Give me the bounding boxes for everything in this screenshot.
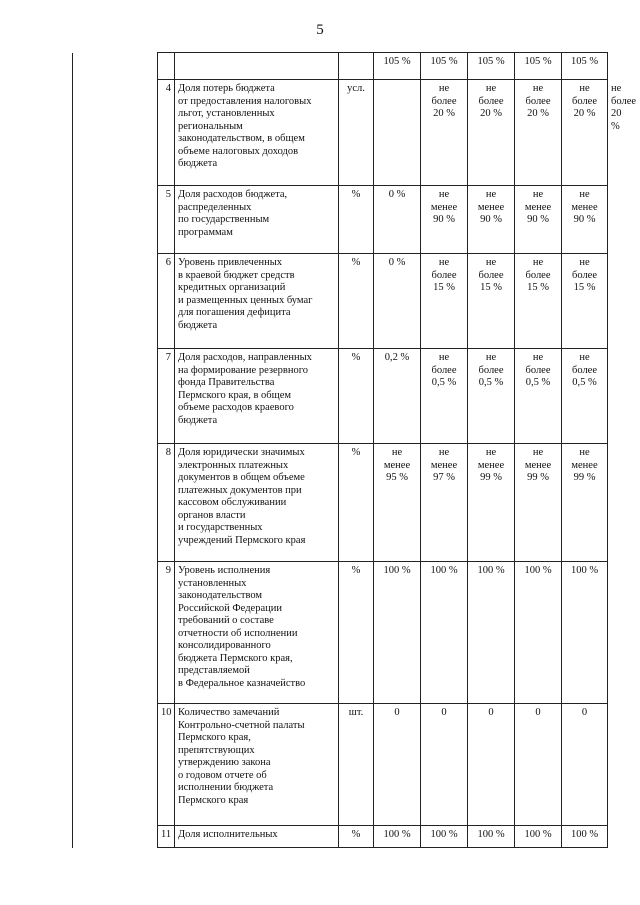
cell-text-line: не (438, 352, 450, 363)
indicator-name (175, 254, 339, 349)
target-value-cell (562, 826, 608, 848)
cell-text-line: не (438, 83, 450, 94)
cell-text-line: 95 % (386, 472, 408, 483)
cell-text-line: от предоставления налоговых (178, 95, 312, 107)
cell-text-line: фонда Правительства (178, 377, 275, 388)
cell-text-line: 15 % (573, 282, 596, 293)
row-number: 9 (158, 562, 175, 704)
cell-text-line: более (571, 364, 597, 376)
unit-cell: % (339, 254, 374, 349)
cell-text-line: 20 % (480, 108, 502, 119)
target-value-cell (562, 254, 608, 349)
cell-text-line: не (532, 257, 544, 268)
cell-text-line: представляемой (178, 665, 250, 676)
cell-text-line: Доля расходов бюджета, (178, 189, 288, 200)
cell-text-line: 15 % (433, 282, 455, 293)
cell-text-line: не (485, 83, 497, 94)
cell-text-line: 99 % (527, 472, 549, 483)
empty-lead-cell (73, 186, 158, 254)
cell-text-line: бюджета (178, 158, 218, 169)
cell-text-line: о годовом отчете об (178, 769, 267, 781)
target-value-cell (468, 349, 515, 444)
indicator-name (175, 349, 339, 444)
cell-text-line: не (579, 257, 590, 268)
cell-text-line: льгот, установленных (178, 108, 275, 119)
table-row (73, 53, 608, 80)
empty-lead-cell (73, 704, 158, 826)
cell-text-line: установленных (178, 577, 247, 589)
cell-text-line: более (571, 269, 597, 281)
cell-text-line: бюджета (178, 414, 218, 426)
cell-text-line: менее (524, 459, 552, 471)
cell-text-line: Количество замечаний (178, 707, 280, 718)
target-value-cell (562, 704, 608, 826)
cell-text-line: кредитных организаций (178, 282, 286, 293)
cell-text-line: 0 (441, 707, 447, 718)
indicator-name (175, 562, 339, 704)
cell-text-line: не (532, 352, 544, 363)
target-value-cell (562, 80, 608, 186)
cell-text-line: менее (477, 459, 505, 471)
cell-text-line: Контрольно-счетной палаты (178, 719, 305, 731)
cell-text-line: Уровень исполнения (178, 565, 271, 576)
table-row (73, 349, 608, 444)
cell-text-line: не (532, 447, 544, 458)
cell-text-line: 0,5 % (572, 377, 597, 388)
row-number: 7 (158, 349, 175, 444)
unit-cell: % (339, 349, 374, 444)
cell-text-line: более (431, 364, 457, 376)
empty-lead-cell (73, 254, 158, 349)
cell-text-line: не (438, 189, 450, 200)
target-value-cell (515, 349, 562, 444)
cell-text-line: 0,5 % (478, 377, 504, 388)
target-value-cell (421, 444, 468, 562)
cell-text-line: кассовом обслуживании (178, 497, 287, 508)
base-value-cell (374, 826, 421, 848)
target-value-cell (468, 80, 515, 186)
unit-cell: усл. (339, 80, 374, 186)
cell-text-line: 0 (488, 707, 494, 718)
cell-text-line: 90 % (527, 214, 549, 225)
row-number: 10 (158, 704, 175, 826)
target-value-cell (562, 444, 608, 562)
table-row (73, 444, 608, 562)
target-value-cell (421, 562, 468, 704)
cell-text-line: не (485, 257, 497, 268)
target-value-cell (421, 254, 468, 349)
table-row: 4 Доля потерь бюджета от предоставления налоговых льгот, установленных региональным законодательством, в общем объеме налоговых доходов бюджета усл. не более 20 % не более 20 % не более 20 % не более 20 % не более 20 % (73, 80, 608, 186)
cell-text-line: более (525, 364, 551, 376)
base-value-cell (374, 80, 421, 186)
target-value-cell (515, 562, 562, 704)
cell-text-line: 20 % (433, 108, 455, 119)
target-value-cell (468, 254, 515, 349)
base-value-cell (374, 254, 421, 349)
cell-text-line: бюджета (178, 319, 218, 331)
cell-text-line: объеме налоговых доходов (178, 145, 299, 157)
cell-text-line: отчетности об исполнении (178, 627, 298, 639)
target-value-cell (468, 562, 515, 704)
cell-text-line: не (485, 189, 497, 200)
cell-text-line: не (438, 447, 450, 458)
empty-lead-cell (73, 826, 158, 848)
target-value-cell (515, 254, 562, 349)
target-value-cell (468, 444, 515, 562)
indicator-name (175, 186, 339, 254)
cell-text-line: более (478, 269, 504, 281)
cell-text-line: более (525, 95, 551, 107)
cell-text-line: Доля потерь бюджета (178, 83, 275, 94)
cell-text-line: 100 % (524, 829, 552, 840)
cell-text-line: 0,2 % (384, 352, 410, 363)
row-number: 5 (158, 186, 175, 254)
row-number: 4 (158, 80, 175, 186)
unit-cell: % (339, 186, 374, 254)
unit-cell: % (339, 444, 374, 562)
cell-text-line: распределенных (178, 201, 252, 213)
cell-text-line: 100 % (383, 829, 411, 840)
cell-text-line: Доля исполнительных (178, 829, 278, 840)
target-value-cell (562, 349, 608, 444)
cell-text-line: менее (430, 459, 458, 471)
cell-text-line: 100 % (383, 565, 411, 576)
cell-text-line: требований о составе (178, 615, 274, 626)
cell-text-line: Пермского края, (178, 732, 251, 743)
cell-text-line: более (478, 364, 504, 376)
target-value-cell (468, 826, 515, 848)
cell-text-line: более (571, 95, 597, 107)
cell-text-line: 99 % (573, 472, 596, 483)
cell-text-line: на формирование резервного (178, 364, 309, 376)
cell-text-line: законодательством (178, 590, 263, 601)
cell-text-line: 97 % (433, 472, 455, 483)
cell-text-line: не (391, 447, 403, 458)
cell-text-line: 15 % (480, 282, 502, 293)
base-value-cell (374, 562, 421, 704)
cell-text-line: 20 % (573, 108, 596, 119)
target-value-cell: 105 % (515, 53, 562, 80)
cell-text-line: Доля юридически значимых (178, 447, 305, 458)
cell-text-line: программам (178, 226, 233, 238)
cell-text-line: 100 % (477, 565, 505, 576)
indicators-table (72, 52, 637, 848)
indicator-name (175, 80, 339, 186)
base-value-cell (374, 704, 421, 826)
cell-text-line: 90 % (480, 214, 502, 225)
cell-text-line: 20 % (527, 108, 549, 119)
cell-text-line: 0 (535, 707, 541, 718)
cell-text-line: исполнении бюджета (178, 782, 274, 793)
cell-text-line: 0,5 % (431, 377, 457, 388)
target-value-cell (562, 562, 608, 704)
table-row (73, 562, 608, 704)
indicator-name (175, 444, 339, 562)
empty-lead-cell (73, 349, 158, 444)
cell-text-line: Российской Федерации (178, 602, 282, 614)
target-value-cell (468, 186, 515, 254)
cell-text-line: менее (524, 201, 552, 213)
cell-text-line: и размещенных ценных бумаг (178, 294, 313, 306)
cell-text-line: 90 % (433, 214, 455, 225)
base-value-cell (374, 186, 421, 254)
cell-text-line: бюджета Пермского края, (178, 652, 293, 664)
base-value-cell (374, 349, 421, 444)
row-number: 11 (158, 826, 175, 848)
indicator-name (175, 826, 339, 848)
target-value-cell (515, 826, 562, 848)
cell-text-line: более (478, 95, 504, 107)
cell-text-line: органов власти (178, 509, 246, 521)
target-value-cell (515, 704, 562, 826)
target-value-cell: 105 % (374, 53, 421, 80)
cell-text-line: не (485, 352, 497, 363)
cell-text-line: утверждению закона (178, 757, 271, 768)
cell-text-line: более (431, 95, 457, 107)
target-value-cell (515, 186, 562, 254)
table-row (73, 186, 608, 254)
target-value-cell (562, 186, 608, 254)
cell-text-line: 99 % (480, 472, 502, 483)
target-value-cell: 105 % (562, 53, 608, 80)
cell-text-line: Доля расходов, направленных (178, 352, 312, 363)
unit-cell: % (339, 826, 374, 848)
page-number: 5 (316, 22, 324, 38)
cell-text-line: менее (571, 201, 598, 213)
target-value-cell (421, 186, 468, 254)
cell-text-line: не (438, 257, 450, 268)
cell-text-line: препятствующих (178, 744, 255, 756)
cell-text-line: 0 (581, 707, 588, 718)
cell-text-line: в Федеральное казначейство (178, 677, 306, 689)
row-number: 6 (158, 254, 175, 349)
cell-text-line: 100 % (570, 565, 599, 576)
target-value-cell (515, 444, 562, 562)
cell-text-line: не (579, 352, 590, 363)
cell-text-line: 100 % (524, 565, 552, 576)
cell-text-line: не (485, 447, 497, 458)
cell-text-line: по государственным (178, 214, 270, 225)
cell-text-line: 100 % (430, 565, 458, 576)
empty-lead-cell (73, 562, 158, 704)
target-value-cell (421, 826, 468, 848)
cell-text-line: не (532, 83, 544, 94)
cell-text-line: Пермского края (178, 794, 249, 806)
table-row (73, 254, 608, 349)
cell-text-line: 90 % (573, 214, 596, 225)
cell-text-line: и государственных (178, 522, 263, 533)
cell-text-line: для погашения дефицита (178, 307, 291, 318)
cell-text-line: не (579, 83, 590, 94)
cell-text-line: документов в общем объеме (178, 472, 305, 483)
cell-text-line: в краевой бюджет средств (178, 269, 295, 281)
cell-text-line: не (532, 189, 544, 200)
cell-text-line: учреждений Пермского края (178, 534, 306, 546)
cell-text-line: законодательством, в общем (178, 133, 305, 144)
cell-text-line: менее (571, 459, 598, 471)
cell-text-line: платежных документов при (178, 484, 302, 496)
target-value-cell (421, 349, 468, 444)
target-value-cell (468, 704, 515, 826)
cell-text-line: более (525, 269, 551, 281)
cell-text-line: 0 % (388, 257, 406, 268)
cell-text-line: более (431, 269, 457, 281)
empty-cell (175, 53, 339, 80)
unit-cell: шт. (339, 704, 374, 826)
cell-text-line: менее (477, 201, 505, 213)
cell-text-line: 100 % (477, 829, 505, 840)
cell-text-line: региональным (178, 120, 243, 132)
target-value-cell (421, 704, 468, 826)
target-value-cell: 105 % (421, 53, 468, 80)
target-value-cell: 105 % (468, 53, 515, 80)
base-value-cell (374, 444, 421, 562)
row-number: 8 (158, 444, 175, 562)
unit-cell: % (339, 562, 374, 704)
cell-text-line: консолидированного (178, 640, 271, 651)
table-row (73, 826, 608, 848)
cell-text-line: электронных платежных (178, 459, 289, 471)
cell-text-line: 15 % (527, 282, 549, 293)
cell-text-line: Пермского края, в общем (178, 389, 292, 401)
target-value-cell (421, 80, 468, 186)
cell-text-line: 0,5 % (525, 377, 551, 388)
indicator-name (175, 704, 339, 826)
target-value-cell (515, 80, 562, 186)
cell-text-line: 100 % (570, 829, 599, 840)
cell-text-line: не (579, 447, 590, 458)
cell-text-line: менее (383, 459, 411, 471)
empty-lead-cell (73, 53, 158, 80)
cell-text-line: 100 % (430, 829, 458, 840)
cell-text-line: Уровень привлеченных (178, 257, 283, 268)
table-row (73, 704, 608, 826)
empty-cell (158, 53, 175, 80)
empty-lead-cell (73, 444, 158, 562)
empty-cell (339, 53, 374, 80)
cell-text-line: объеме расходов краевого (178, 402, 294, 413)
cell-text-line: менее (430, 201, 458, 213)
empty-lead-cell (73, 80, 158, 186)
cell-text-line: 0 % (388, 189, 406, 200)
cell-text-line: не (579, 189, 590, 200)
cell-text-line: 0 (394, 707, 400, 718)
